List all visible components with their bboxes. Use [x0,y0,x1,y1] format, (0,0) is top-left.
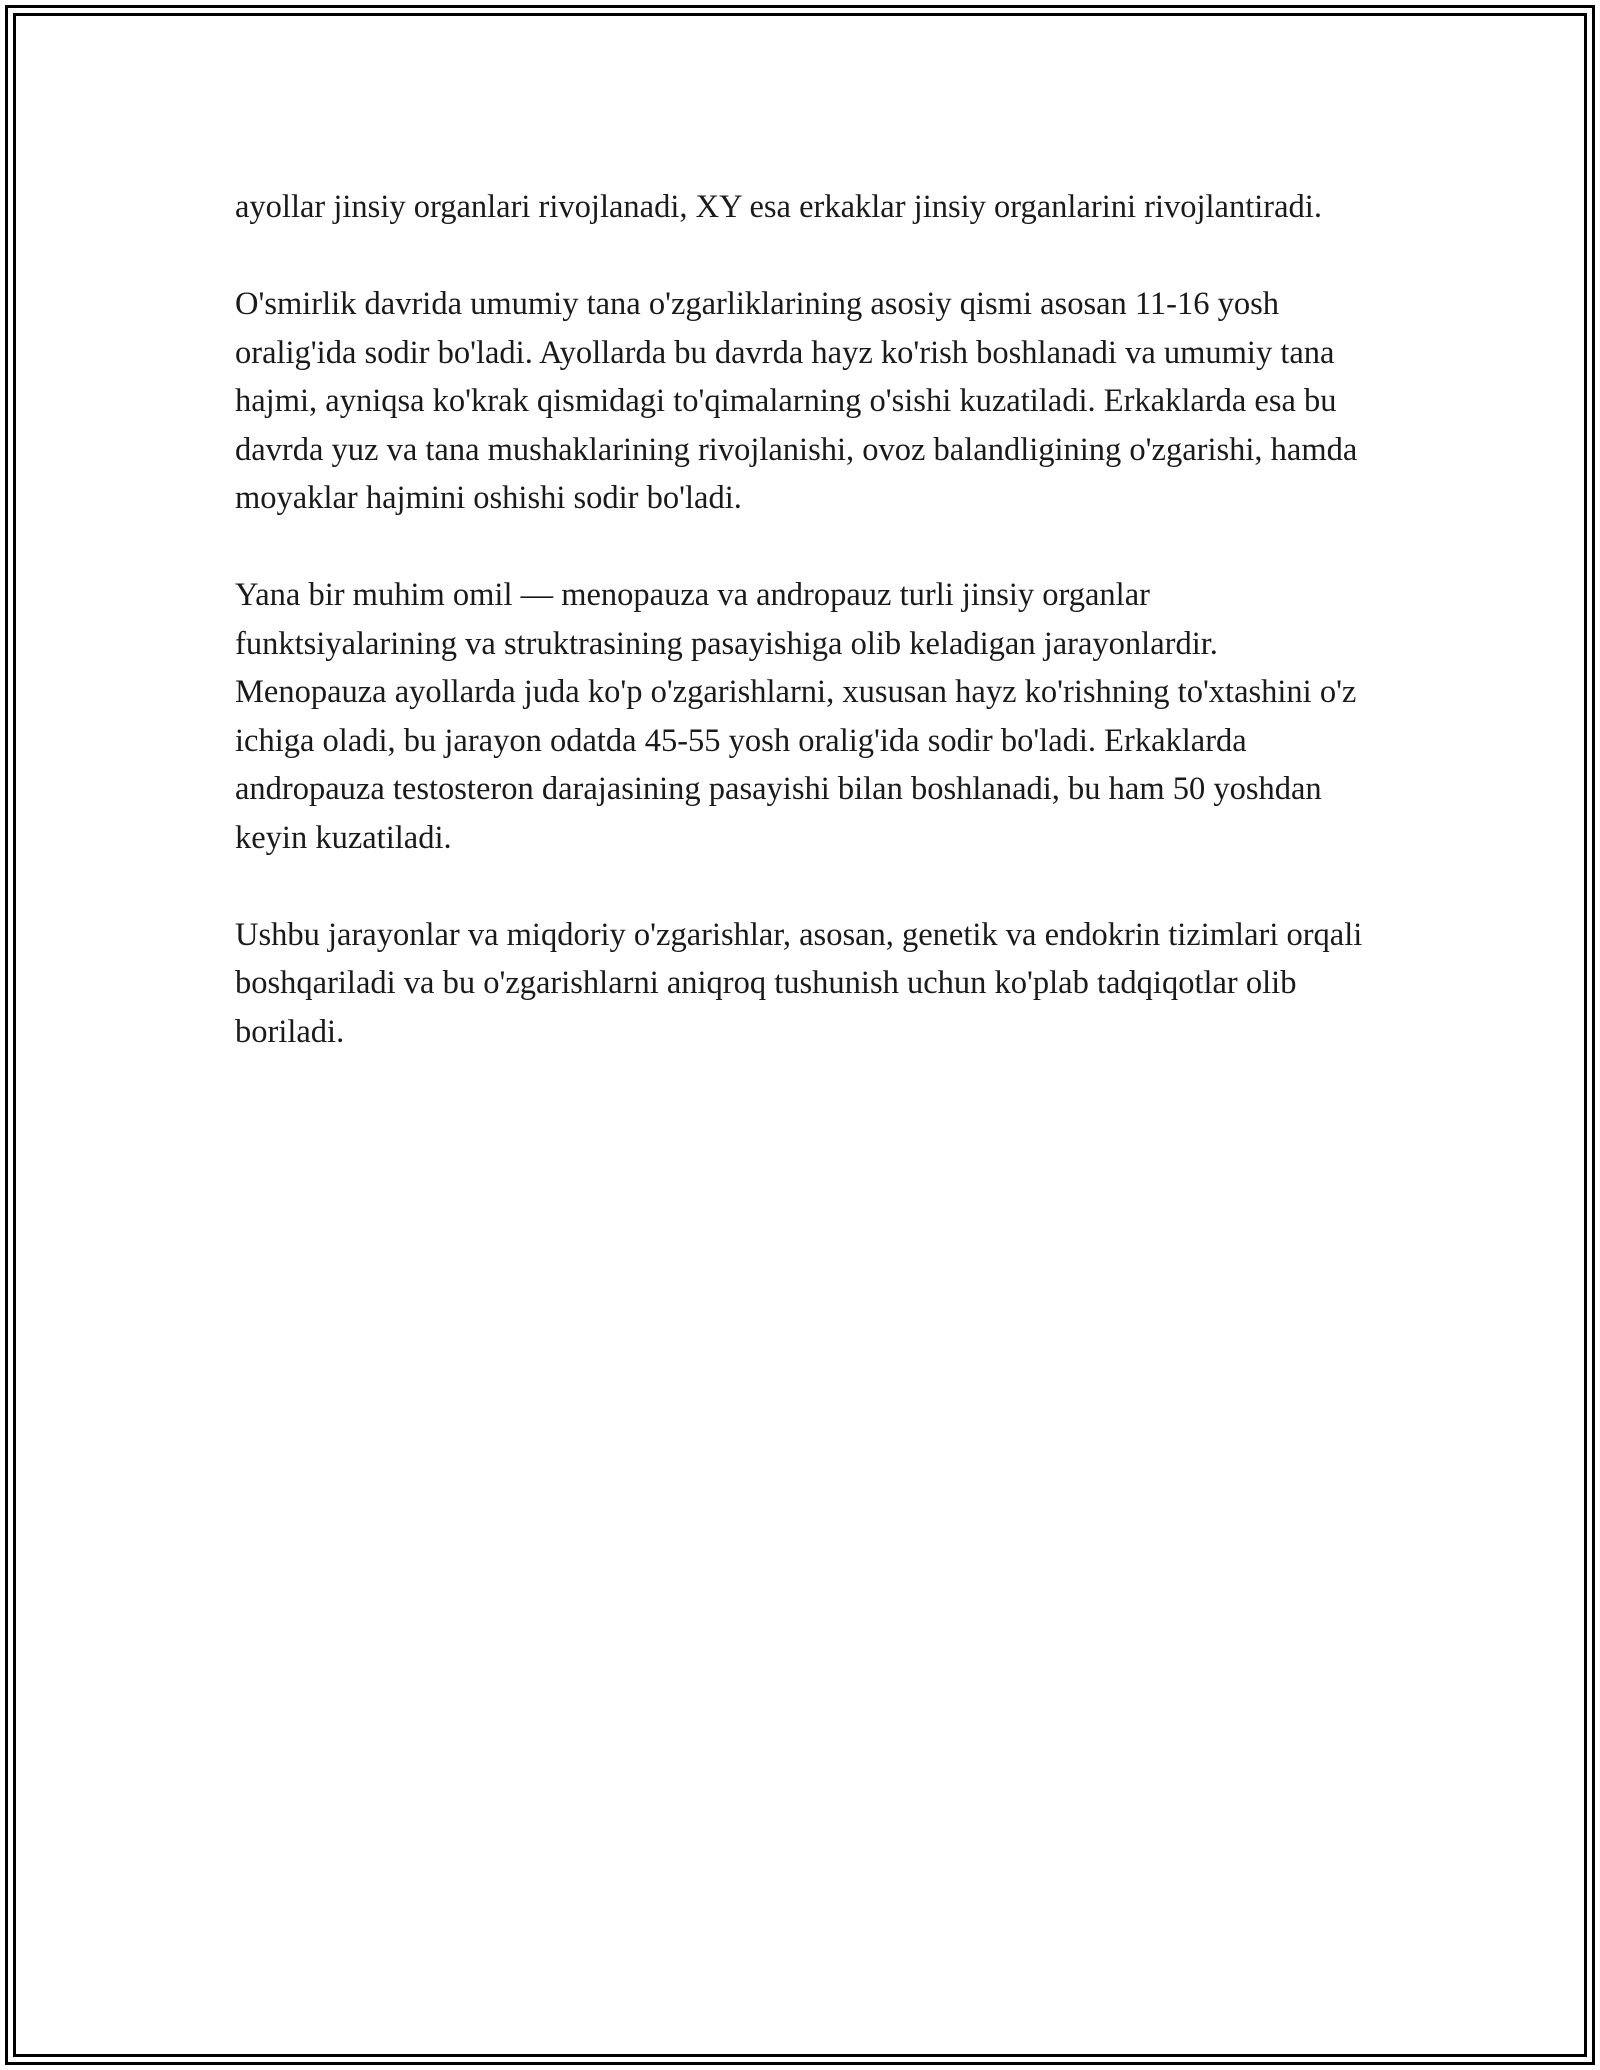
paragraph-1: ayollar jinsiy organlari rivojlanadi, XY esa erkaklar jinsiy organlarini rivojlantiradi. [235,189,1322,225]
paragraph-2: O'smirlik davrida umumiy tana o'zgarliklarining asosiy qismi asosan 11-16 yosh oralig'ida sodir bo'ladi. Ayollarda bu davrda hayz ko'rish boshlanadi va umumiy tana hajmi, ayniqsa ko'krak qismidagi to'qimalarning o'sishi kuzatiladi. Erkaklarda esa bu davrda yuz va tana mushaklarining rivojlanishi, ovoz balandligining o'zgarishi, hamda moyaklar hajmini oshishi sodir bo'ladi. [235,286,1358,516]
paragraph-3: Yana bir muhim omil — menopauza va andropauz turli jinsiy organlar funktsiyalarining va struktrasining pasayishiga olib keladigan jarayonlardir. Menopauza ayollarda juda ko'p o'zgarishlarni, xususan hayz ko'rishning to'xtashini o'z ichiga oladi, bu jarayon odatda 45-55 yosh oralig'ida sodir bo'ladi. Erkaklarda andropauza testosteron darajasining pasayishi bilan boshlanadi, bu ham 50 yoshdan keyin kuzatiladi. [235,577,1357,856]
document-body [235,183,1375,1056]
paragraph-4: Ushbu jarayonlar va miqdoriy o'zgarishlar, asosan, genetik va endokrin tizimlari orqali boshqariladi va bu o'zgarishlarni aniqroq tushunish uchun ko'plab tadqiqotlar olib boriladi. [235,916,1363,1050]
